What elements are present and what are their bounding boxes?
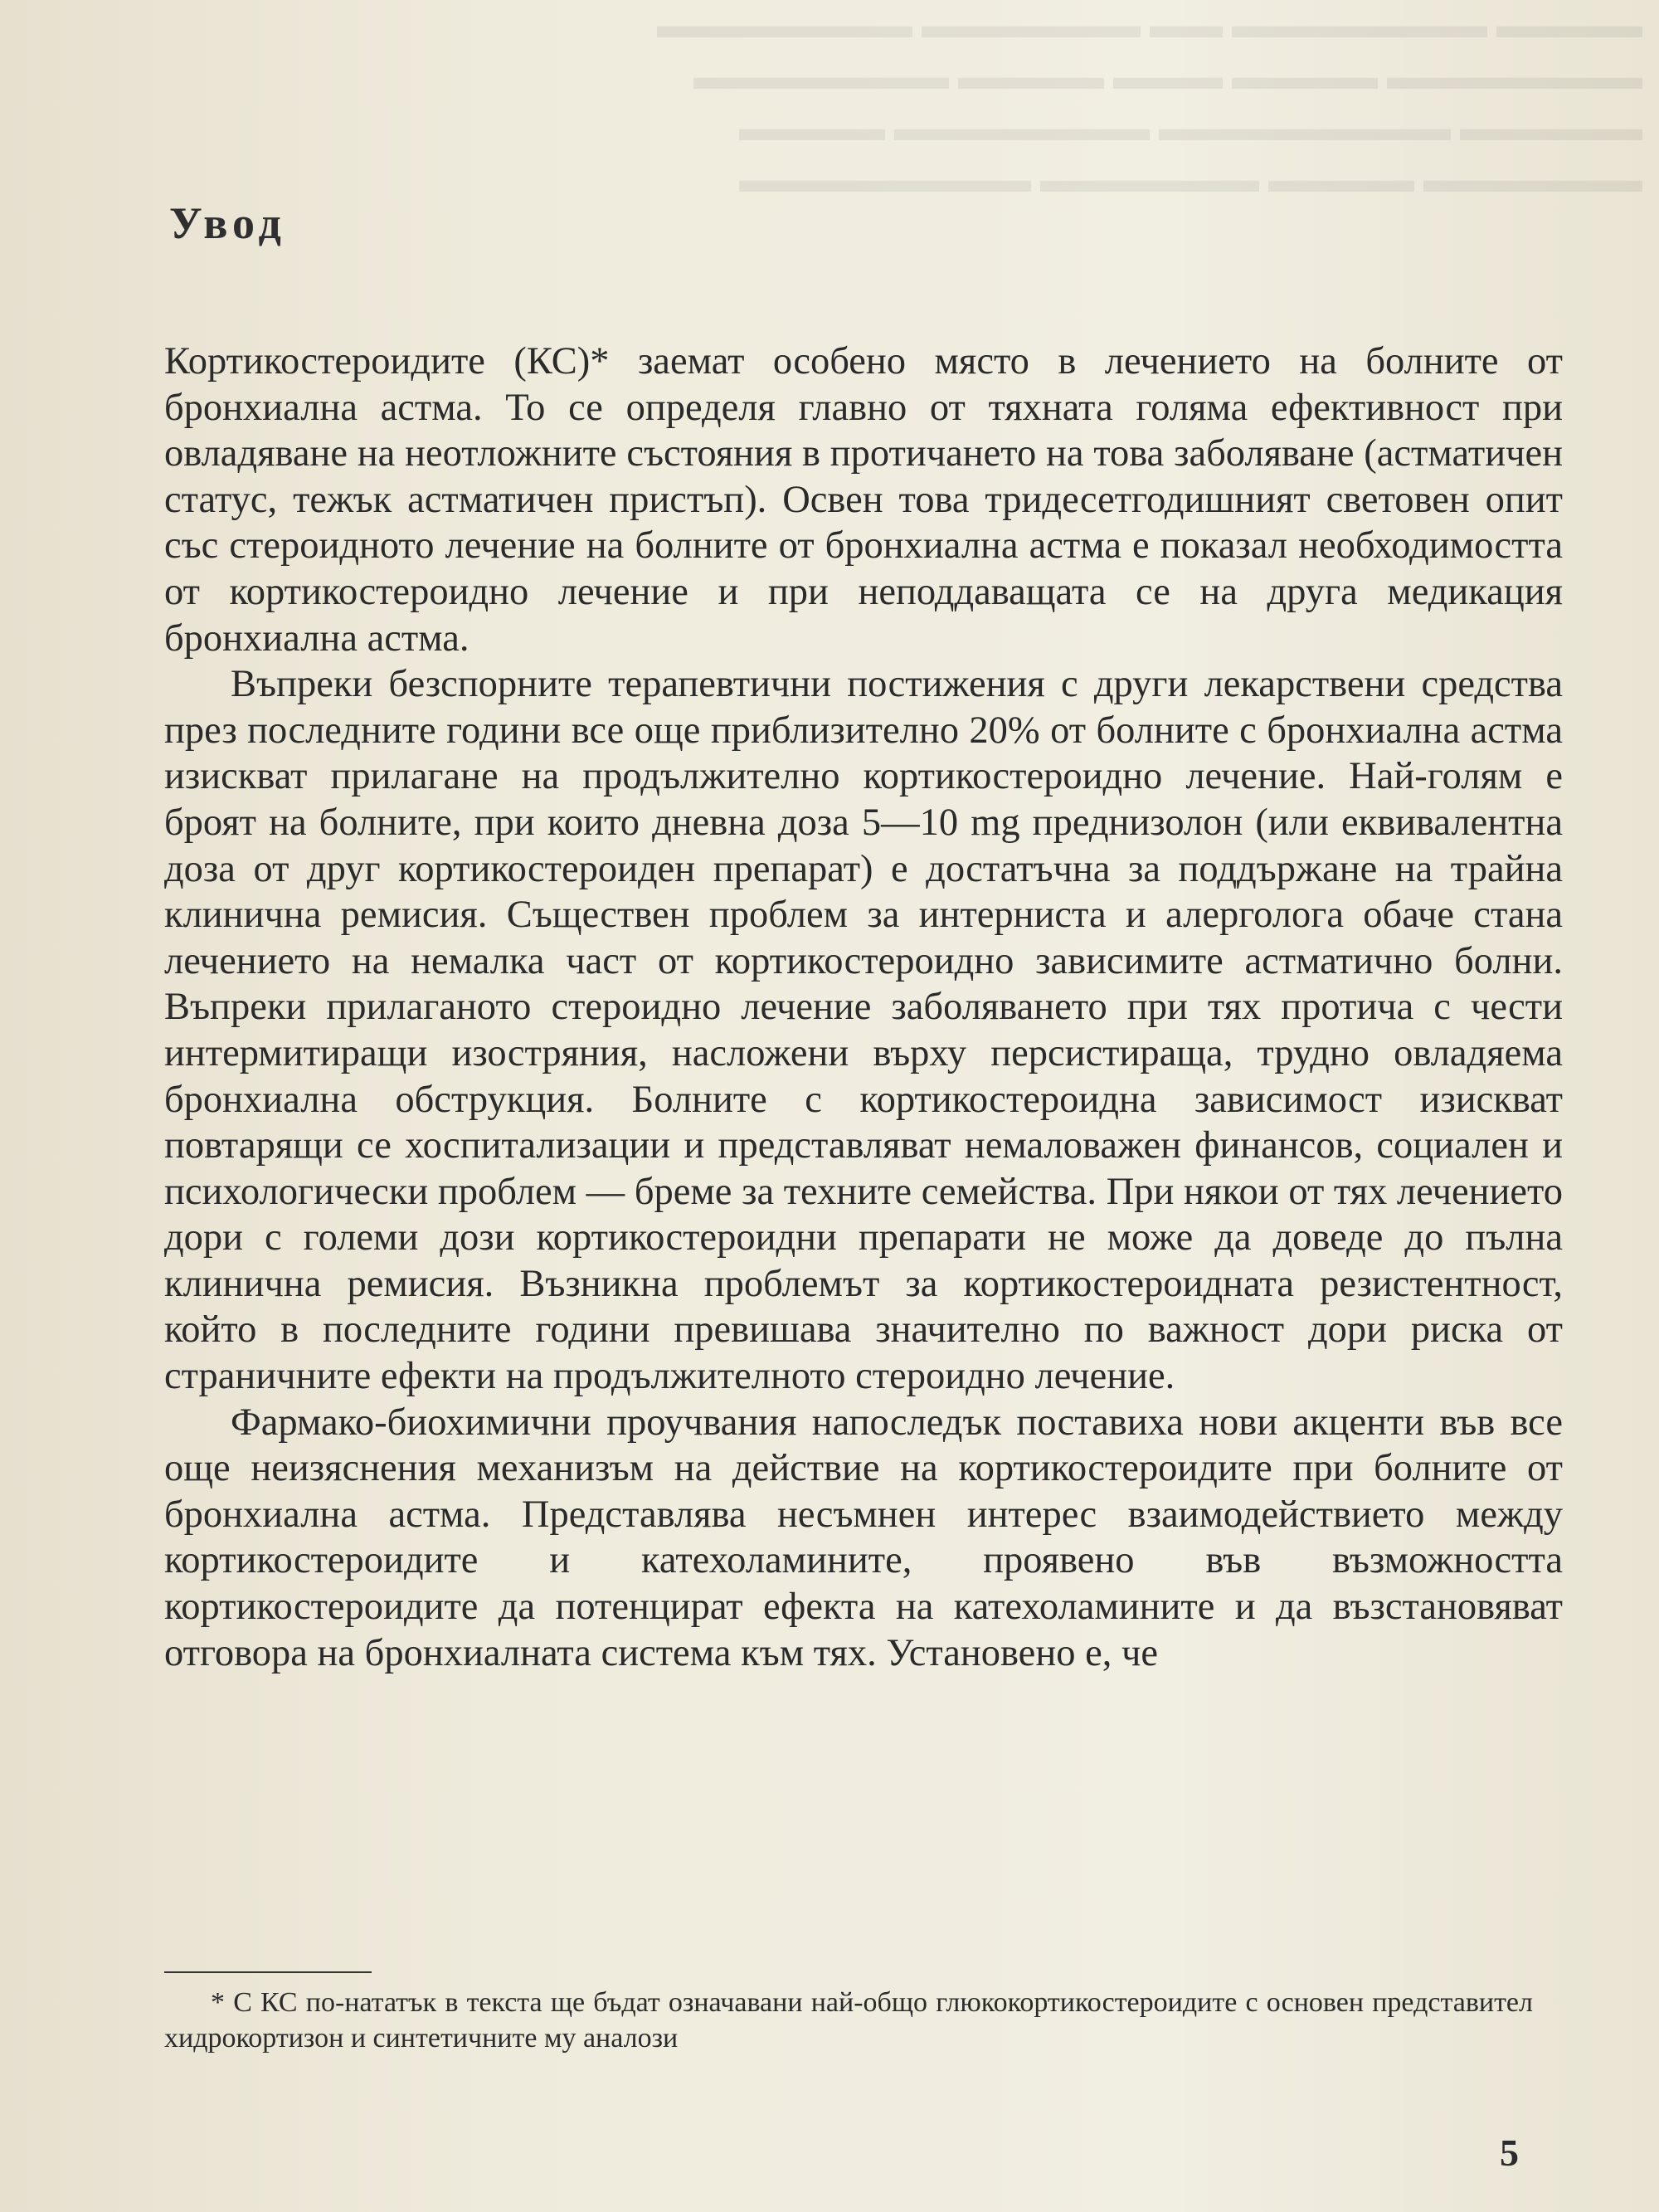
section-heading: Увод xyxy=(169,198,286,248)
body-text xyxy=(164,339,1563,1676)
paragraph-3: Фармако-биохимични проучвания напоследък поставиха нови акценти във все още неизяснения механизъм на действие на кортикостероидите при болните от бронхиална астма. Представлява несъмнен интерес взаимодействието между кортикостероидите и катехоламините, проявено във възможността кортикостероидите да потенцират ефекта на катехоламините и да възстановяват отговора на бронхиалната система към тях. Установено е, че xyxy=(164,1401,1563,1674)
footnote: * С КС по-нататък в текста ще бъдат означавани най-общо глюкокортикостероидите с основен представител хидрокортизон и синтетичните му аналози xyxy=(164,1987,1533,2054)
paragraph-1: Кортикостероидите (КС)* заемат особено място в лечението на болните от бронхиална астма. То се определя главно от тяхната голяма ефективност при овладяване на неотложните състояния в протичането на това заболяване (астматичен статус, тежък астматичен пристъп). Освен това тридесетгодишният световен опит със стероидното лечение на болните от бронхиална астма е показал необходимостта от кортикостероидно лечение и при неподдаващата се на друга медикация бронхиална астма. xyxy=(164,340,1563,660)
footnote-divider xyxy=(164,1971,372,1973)
page-number: 5 xyxy=(1500,2132,1519,2174)
paragraph-2: Въпреки безспорните терапевтични постижения с други лекарствени средства през последните години все още приблизително 20% от болните с бронхиална астма изискват прилагане на продължително кортикостероидно лечение. Най-голям е броят на болните, при които дневна доза 5—10 mg преднизолон (или еквивалентна доза от друг кортикостероиден препарат) е достатъчна за поддържане на трайна клинична ремисия. Съществен проблем за интерниста и алерголога обаче стана лечението на немалка част от кортикостероидно зависимите астматично болни. Въпреки прилаганото стероидно лечение заболяването при тях протича с чести интермитиращи изостряния, насложени върху персистираща, трудно овладяема бронхиална обструкция. Болните с кортикостероидна зависимост изискват повтарящи се хоспитализации и представляват немаловажен финансов, социален и психологически проблем — бреме за техните семейства. При някои от тях лечението дори с големи дози кортикостероидни препарати не може да доведе до пълна клинична ремисия. Възникна проблемът за кортикостероидната резистентност, който в последните години превишава значително по важност дори риска от страничните ефекти на продължителното стероидно лечение. xyxy=(164,663,1563,1398)
show-through-texture: ▬▬▬▬ ▬▬▬▬▬▬▬ ▬▬ ▬▬▬▬▬▬ ▬▬▬▬▬▬▬ ▬▬▬▬▬▬▬ ▬▬▬▬ ▬▬▬ ▬▬▬▬ ▬▬▬▬▬▬▬ ▬▬▬▬▬ ▬▬▬▬▬▬▬▬ ▬▬▬▬▬▬▬ ▬▬▬▬ ▬▬▬▬▬▬ ▬▬▬▬ ▬▬▬▬▬▬ ▬▬▬▬▬▬▬▬ xyxy=(657,5,1642,200)
